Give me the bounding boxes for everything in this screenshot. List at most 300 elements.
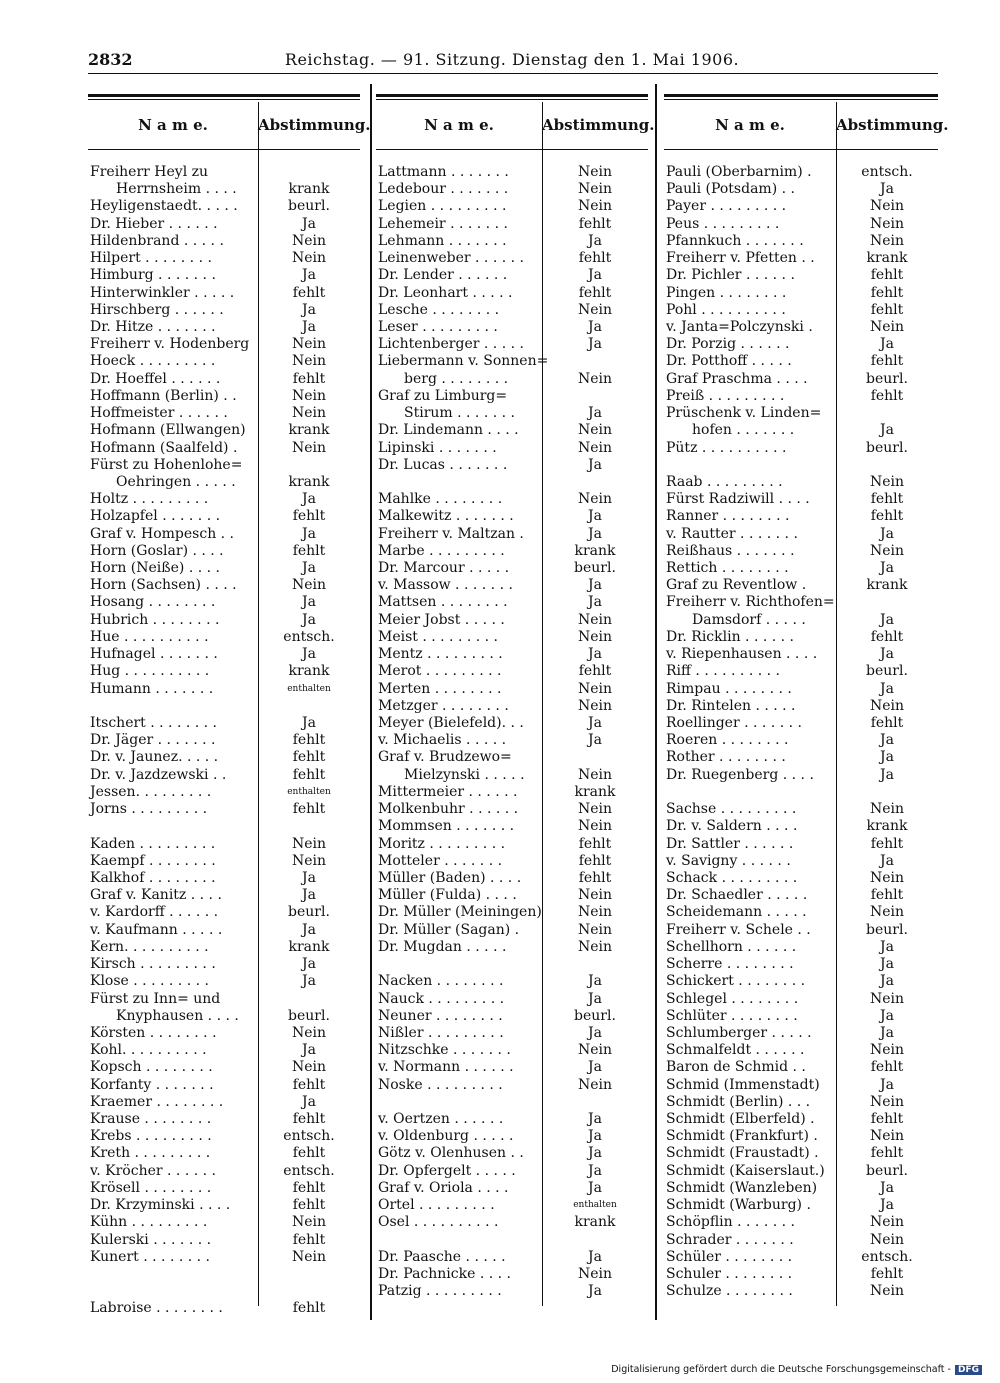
vote-value: Nein — [869, 1093, 905, 1110]
table-row — [88, 1300, 360, 1317]
member-name: Hildenbrand . . . . . — [90, 232, 224, 249]
member-name: Dr. Jäger . . . . . . . — [90, 732, 216, 749]
table-row — [376, 973, 648, 990]
vote-value: fehlt — [578, 215, 612, 232]
member-name: Reißhaus . . . . . . . — [666, 542, 795, 559]
table-row — [376, 1059, 648, 1076]
member-name: Schmidt (Berlin) . . . — [666, 1093, 811, 1110]
member-name: v. Oertzen . . . . . . — [378, 1111, 504, 1128]
vote-value: fehlt — [870, 715, 904, 731]
table-row — [88, 904, 360, 921]
member-name: Stirum . . . . . . . — [404, 405, 515, 422]
table-row — [664, 1283, 938, 1300]
table-row — [376, 560, 648, 577]
member-name: v. Savigny . . . . . . — [666, 852, 791, 869]
table-row — [664, 939, 938, 956]
table-row — [664, 336, 938, 353]
member-name: Scherre . . . . . . . . — [666, 956, 794, 973]
member-name: v. Riepenhausen . . . . — [666, 646, 818, 663]
member-name: Rother . . . . . . . . — [666, 749, 786, 766]
table-row — [88, 629, 360, 646]
table-row — [88, 181, 360, 198]
table-row — [664, 1094, 938, 1111]
vote-value: Nein — [577, 301, 613, 318]
table-row — [376, 1232, 648, 1249]
table-row — [376, 336, 648, 353]
member-name: Marbe . . . . . . . . . — [378, 542, 505, 559]
table-row — [88, 1077, 360, 1094]
member-name: Graf v. Brudzewo= — [378, 749, 512, 766]
table-row — [88, 853, 360, 870]
member-name: Mielzynski . . . . . — [404, 766, 525, 783]
vote-value: fehlt — [870, 628, 904, 645]
member-name: Meier Jobst . . . . . — [378, 611, 505, 628]
vote-value: Nein — [577, 921, 613, 938]
member-name: Schickert . . . . . . . . — [666, 973, 806, 990]
table-row — [376, 939, 648, 956]
member-name: Krebs . . . . . . . . . — [90, 1128, 212, 1145]
member-name: Müller (Baden) . . . . — [378, 869, 522, 886]
vote-value: Ja — [302, 491, 316, 508]
member-name: Dr. v. Jazdzewski . . — [90, 766, 227, 783]
vote-value: Ja — [880, 1076, 894, 1093]
member-name: Müller (Fulda) . . . . — [378, 887, 517, 904]
vote-value: beurl. — [866, 663, 908, 680]
vote-value: Ja — [588, 990, 602, 1007]
member-name: Molkenbuhr . . . . . . — [378, 801, 519, 818]
vote-value: entsch. — [861, 1248, 913, 1265]
table-row — [376, 663, 648, 680]
vote-value: fehlt — [870, 1059, 904, 1076]
member-name: Meist . . . . . . . . . — [378, 628, 499, 645]
table-row — [664, 388, 938, 405]
table-row — [376, 1077, 648, 1094]
member-name: Baron de Schmid . . — [666, 1059, 806, 1076]
member-name: Kaden . . . . . . . . . — [90, 835, 216, 852]
vote-value: Ja — [880, 560, 894, 577]
vote-value: fehlt — [292, 284, 326, 301]
member-name: Legien . . . . . . . . . — [378, 198, 507, 215]
member-name: Peus . . . . . . . . . — [666, 215, 780, 232]
vote-value: Nein — [291, 835, 327, 852]
table-row — [88, 543, 360, 560]
vote-value: fehlt — [578, 663, 612, 680]
member-name: Rimpau . . . . . . . . — [666, 680, 792, 697]
table-row — [88, 887, 360, 904]
member-name: Freiherr v. Richthofen= — [666, 594, 835, 611]
table-row — [664, 422, 938, 439]
vote-value: Ja — [588, 1128, 602, 1145]
vote-value: Nein — [869, 198, 905, 215]
vote-value: Ja — [588, 318, 602, 335]
table-row — [376, 887, 648, 904]
member-name: Heyligenstaedt. . . . . — [90, 198, 238, 215]
table-row — [664, 474, 938, 491]
member-name: Kaempf . . . . . . . . — [90, 852, 216, 869]
column-header-name: N a m e. — [424, 116, 494, 134]
vote-value: Ja — [880, 680, 894, 697]
member-name: Horn (Goslar) . . . . — [90, 542, 224, 559]
table-row — [664, 543, 938, 560]
member-name: Leinenweber . . . . . . — [378, 250, 524, 267]
header-rule — [88, 73, 938, 74]
table-row — [376, 1128, 648, 1145]
table-row — [88, 216, 360, 233]
member-name: Krösell . . . . . . . . — [90, 1179, 212, 1196]
member-name: Schmid (Immenstadt) — [666, 1076, 820, 1093]
table-row — [664, 405, 938, 422]
vote-value: Nein — [577, 904, 613, 921]
member-name: Götz v. Olenhusen . . — [378, 1145, 524, 1162]
table-row — [376, 956, 648, 973]
member-name: Schöpflin . . . . . . . — [666, 1214, 795, 1231]
table-row — [376, 922, 648, 939]
table-row — [664, 973, 938, 990]
member-name: Dr. Marcour . . . . . — [378, 560, 510, 577]
member-name: Kühn . . . . . . . . . — [90, 1214, 208, 1231]
vote-value: fehlt — [292, 1111, 326, 1128]
member-name: Kern. . . . . . . . . . — [90, 938, 209, 955]
table-row — [664, 216, 938, 233]
member-name: Freiherr v. Pfetten . . — [666, 250, 815, 267]
vote-value: Ja — [302, 921, 316, 938]
table-row — [664, 1163, 938, 1180]
table-row — [376, 181, 648, 198]
table-row — [664, 250, 938, 267]
vote-value: krank — [574, 783, 616, 800]
vote-value: Ja — [588, 594, 602, 611]
table-row — [88, 319, 360, 336]
vote-value: Nein — [577, 422, 613, 439]
vote-value: krank — [288, 663, 330, 680]
vote-value: Nein — [577, 611, 613, 628]
vote-value: Ja — [302, 215, 316, 232]
table-row — [88, 594, 360, 611]
vote-value: Nein — [869, 869, 905, 886]
table-row — [88, 440, 360, 457]
member-name: Himburg . . . . . . . — [90, 267, 216, 284]
member-name: Graf v. Kanitz . . . . — [90, 887, 222, 904]
vote-value: Ja — [588, 508, 602, 525]
member-name: Schmidt (Frankfurt) . — [666, 1128, 818, 1145]
vote-value: Nein — [869, 801, 905, 818]
vote-value: krank — [866, 250, 908, 267]
member-name: Patzig . . . . . . . . . — [378, 1283, 502, 1300]
member-name: Graf zu Reventlow . — [666, 577, 807, 594]
table-row — [664, 853, 938, 870]
vote-value: Nein — [577, 491, 613, 508]
table-row — [664, 1042, 938, 1059]
table-row — [88, 698, 360, 715]
table-row — [376, 353, 648, 370]
member-name: Lesche . . . . . . . . — [378, 301, 500, 318]
vote-value: Ja — [880, 732, 894, 749]
vote-value: fehlt — [870, 1266, 904, 1282]
vote-value: Nein — [869, 542, 905, 559]
table-row — [88, 1249, 360, 1266]
table-row — [88, 836, 360, 853]
member-name: Mentz . . . . . . . . . — [378, 646, 503, 663]
member-name: Schulze . . . . . . . . — [666, 1283, 793, 1300]
table-row — [88, 353, 360, 370]
member-name: Mittermeier . . . . . . — [378, 783, 518, 800]
member-name: Mahlke . . . . . . . . — [378, 491, 503, 508]
table-row — [88, 1025, 360, 1042]
vote-value: Ja — [302, 973, 316, 990]
member-name: Schellhorn . . . . . . — [666, 938, 797, 955]
member-name: Schüler . . . . . . . . — [666, 1248, 793, 1265]
vote-value: Ja — [880, 611, 894, 628]
table-row — [376, 646, 648, 663]
table-row — [376, 870, 648, 887]
table-row — [376, 1163, 648, 1180]
member-name: v. Janta=Polczynski . — [666, 318, 813, 335]
table-row — [376, 749, 648, 766]
member-name: Hufnagel . . . . . . . — [90, 646, 218, 663]
table-row — [664, 440, 938, 457]
vote-value: Ja — [588, 456, 602, 473]
member-name: Itschert . . . . . . . . — [90, 715, 218, 731]
table-row — [88, 285, 360, 302]
member-name: Kopsch . . . . . . . . — [90, 1059, 213, 1076]
table-row — [88, 267, 360, 284]
vote-value: fehlt — [578, 250, 612, 267]
member-name: Dr. Müller (Sagan) . — [378, 921, 520, 938]
member-name: Schmidt (Fraustadt) . — [666, 1145, 819, 1162]
table-row — [88, 1059, 360, 1076]
column-header-vote: Abstimmung. — [836, 116, 949, 134]
member-name: Mattsen . . . . . . . . — [378, 594, 508, 611]
table-row — [376, 543, 648, 560]
table-row — [376, 405, 648, 422]
vote-value: entsch. — [861, 164, 913, 180]
column-header-name: N a m e. — [715, 116, 785, 134]
table-row — [88, 1145, 360, 1162]
vote-value: Ja — [880, 852, 894, 869]
table-row — [664, 353, 938, 370]
footer — [611, 1364, 982, 1375]
member-name: Prüschenk v. Linden= — [666, 405, 822, 422]
table-row — [664, 1025, 938, 1042]
member-name: Fürst zu Hohenlohe= — [90, 456, 243, 473]
column-divider — [655, 84, 657, 1320]
vote-value: Nein — [577, 801, 613, 818]
vote-value: Ja — [880, 956, 894, 973]
table-row — [664, 1197, 938, 1214]
vote-value: Nein — [869, 1214, 905, 1231]
vote-value: fehlt — [870, 353, 904, 370]
vote-value: Ja — [588, 405, 602, 422]
member-name: Leser . . . . . . . . . — [378, 318, 498, 335]
table-row — [376, 1042, 648, 1059]
member-name: Körsten . . . . . . . . — [90, 1024, 217, 1041]
vote-value: Nein — [291, 1024, 327, 1041]
vote-value: Ja — [302, 301, 316, 318]
table-row — [376, 1283, 648, 1300]
member-name: v. Massow . . . . . . . — [378, 577, 513, 594]
vote-value: Ja — [302, 887, 316, 904]
table-row — [376, 1249, 648, 1266]
member-name: Horn (Neiße) . . . . — [90, 560, 220, 577]
vote-value: fehlt — [292, 1300, 326, 1317]
member-name: Holtz . . . . . . . . . — [90, 491, 209, 508]
vote-value: Ja — [302, 869, 316, 886]
table-row — [88, 560, 360, 577]
vote-value: fehlt — [870, 387, 904, 404]
table-row — [88, 663, 360, 680]
member-name: Dr. Porzig . . . . . . — [666, 336, 790, 353]
table-row — [376, 233, 648, 250]
table-row — [88, 1094, 360, 1111]
table-row — [664, 681, 938, 698]
vote-value: Nein — [577, 198, 613, 215]
member-name: Moritz . . . . . . . . . — [378, 835, 506, 852]
vote-column-2 — [376, 88, 655, 1306]
member-name: Kirsch . . . . . . . . . — [90, 956, 216, 973]
table-row — [664, 526, 938, 543]
vote-value: Nein — [869, 1042, 905, 1059]
vote-value: Ja — [588, 715, 602, 731]
member-name: Korfanty . . . . . . . — [90, 1076, 214, 1093]
member-name: Knyphausen . . . . — [116, 1007, 239, 1024]
table-row — [88, 612, 360, 629]
table-row — [88, 250, 360, 267]
member-name: Dr. Schaedler . . . . . — [666, 887, 808, 904]
table-row — [664, 956, 938, 973]
vote-value: fehlt — [292, 508, 326, 525]
vote-value: Ja — [588, 1283, 602, 1300]
vote-value: Nein — [577, 164, 613, 180]
member-name: Neuner . . . . . . . . — [378, 1007, 503, 1024]
vote-value: Nein — [577, 938, 613, 955]
vote-value: Nein — [291, 439, 327, 456]
member-name: Kulerski . . . . . . . — [90, 1231, 212, 1248]
vote-value: Nein — [577, 181, 613, 198]
vote-value: Nein — [577, 887, 613, 904]
table-row — [664, 594, 938, 611]
table-row — [88, 198, 360, 215]
table-row — [376, 319, 648, 336]
table-row — [664, 577, 938, 594]
table-row — [664, 818, 938, 835]
table-row — [376, 1214, 648, 1231]
vote-value: Ja — [588, 577, 602, 594]
vote-value: fehlt — [292, 732, 326, 749]
member-name: Pingen . . . . . . . . — [666, 284, 787, 301]
table-row — [88, 973, 360, 990]
vote-value: fehlt — [292, 749, 326, 766]
vote-value: Ja — [588, 232, 602, 249]
vote-value: krank — [866, 577, 908, 594]
member-name: Horn (Sachsen) . . . . — [90, 577, 237, 594]
table-row — [88, 1128, 360, 1145]
vote-value: Nein — [291, 250, 327, 267]
table-row — [376, 818, 648, 835]
member-name: Ortel . . . . . . . . . — [378, 1197, 495, 1214]
column-divider — [370, 84, 372, 1320]
table-row — [376, 904, 648, 921]
vote-value: Ja — [588, 732, 602, 749]
vote-value: fehlt — [870, 887, 904, 904]
vote-value: Ja — [588, 525, 602, 542]
vote-value: Nein — [869, 904, 905, 921]
table-row — [88, 457, 360, 474]
member-name: Herrnsheim . . . . — [116, 181, 237, 198]
table-row — [376, 1266, 648, 1283]
table-row — [88, 1180, 360, 1197]
table-row — [88, 302, 360, 319]
table-row — [88, 233, 360, 250]
table-row — [88, 922, 360, 939]
member-name: Hofmann (Saalfeld) . — [90, 439, 238, 456]
member-name: Dr. v. Jaunez. . . . . — [90, 749, 219, 766]
table-row — [376, 216, 648, 233]
member-name: Jessen. . . . . . . . . — [90, 783, 212, 800]
member-name: Kunert . . . . . . . . — [90, 1248, 210, 1265]
vote-value: Ja — [588, 1024, 602, 1041]
table-row — [664, 836, 938, 853]
table-row — [664, 749, 938, 766]
member-name: berg . . . . . . . . — [404, 370, 509, 387]
table-row — [376, 715, 648, 732]
table-row — [664, 319, 938, 336]
member-name: Dr. Potthoff . . . . . — [666, 353, 792, 370]
vote-value: Nein — [291, 387, 327, 404]
member-name: Schmidt (Elberfeld) . — [666, 1111, 815, 1128]
vote-value: Nein — [291, 1214, 327, 1231]
vote-value: fehlt — [870, 835, 904, 852]
table-row — [88, 474, 360, 491]
vote-value: Ja — [588, 267, 602, 284]
table-row — [376, 267, 648, 284]
vote-value: Nein — [291, 1059, 327, 1076]
vote-value: Ja — [302, 560, 316, 577]
member-name: Hirschberg . . . . . . — [90, 301, 224, 318]
table-row — [664, 715, 938, 732]
vote-value: Ja — [302, 318, 316, 335]
vote-value: Ja — [588, 336, 602, 353]
table-row — [664, 1232, 938, 1249]
vote-value: Ja — [302, 267, 316, 284]
vote-value: Ja — [880, 422, 894, 439]
member-name: Klose . . . . . . . . . — [90, 973, 209, 990]
table-row — [664, 612, 938, 629]
vote-value: Nein — [869, 1128, 905, 1145]
member-name: Pütz . . . . . . . . . . — [666, 439, 787, 456]
member-name: Schmidt (Warburg) . — [666, 1197, 811, 1214]
vote-value: Nein — [291, 577, 327, 594]
member-name: Dr. Krzyminski . . . . — [90, 1197, 231, 1214]
vote-value: Nein — [291, 1248, 327, 1265]
table-row — [376, 526, 648, 543]
vote-value: Nein — [869, 232, 905, 249]
vote-value: fehlt — [292, 1197, 326, 1214]
vote-value: Nein — [577, 680, 613, 697]
table-row — [376, 629, 648, 646]
member-name: Liebermann v. Sonnen= — [378, 353, 549, 370]
vote-value: Nein — [577, 439, 613, 456]
column-header-vote: Abstimmung. — [258, 116, 371, 134]
table-row — [88, 405, 360, 422]
table-row — [664, 285, 938, 302]
member-name: Krause . . . . . . . . — [90, 1111, 212, 1128]
vote-value: Nein — [577, 1042, 613, 1059]
table-row — [376, 1197, 648, 1214]
vote-value: Ja — [302, 1042, 316, 1059]
table-row — [88, 801, 360, 818]
member-name: Oehringen . . . . . — [116, 473, 236, 490]
member-name: Schmidt (Wanzleben) — [666, 1179, 818, 1196]
